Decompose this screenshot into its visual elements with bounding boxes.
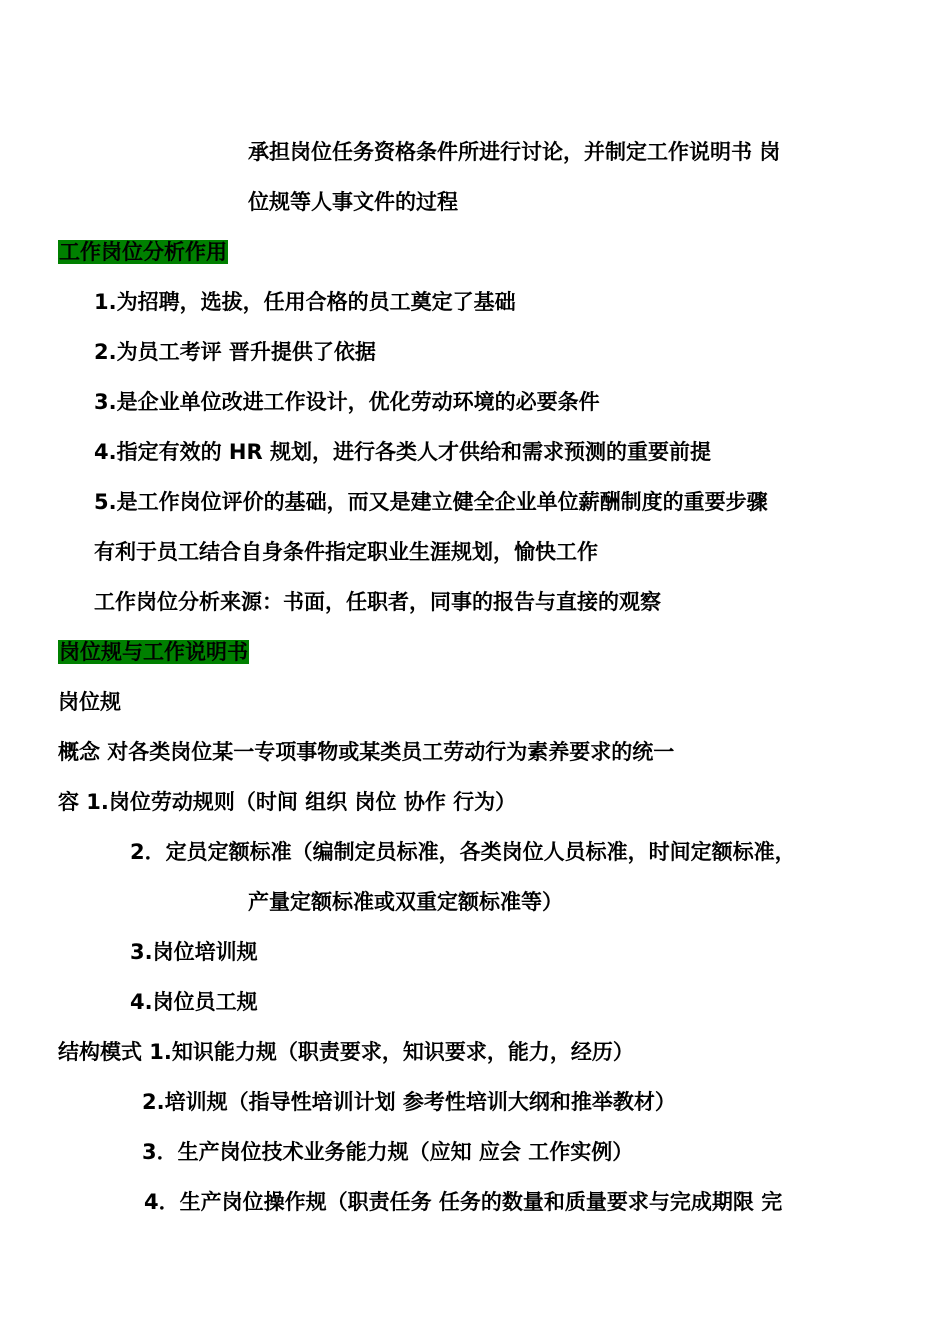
structure-item: 3．生产岗位技术业务能力规（应知 应会 工作实例） xyxy=(142,1140,634,1164)
list-item: 1.为招聘，选拔，任用合格的员工奠定了基础 xyxy=(94,290,516,314)
subheading-job-spec: 岗位规 xyxy=(58,690,121,714)
intro-line-2: 位规等人事文件的过程 xyxy=(248,190,458,214)
structure-item: 4．生产岗位操作规（职责任务 任务的数量和质量要求与完成期限 完 xyxy=(144,1190,783,1214)
list-item: 5.是工作岗位评价的基础，而又是建立健全企业单位薪酬制度的重要步骤 xyxy=(94,490,768,514)
structure-item: 结构模式 1.知识能力规（职责要求，知识要求，能力，经历） xyxy=(58,1040,634,1064)
list-item: 4.指定有效的 HR 规划，进行各类人才供给和需求预测的重要前提 xyxy=(94,440,711,464)
structure-item: 2.培训规（指导性培训计划 参考性培训大纲和推举教材） xyxy=(142,1090,676,1114)
list-item: 2.为员工考评 晋升提供了依据 xyxy=(94,340,376,364)
paragraph-career-planning: 有利于员工结合自身条件指定职业生涯规划，愉快工作 xyxy=(94,540,598,564)
section-heading-job-analysis-role xyxy=(58,238,228,266)
content-item: 2．定员定额标准（编制定员标准，各类岗位人员标准，时间定额标准， xyxy=(130,840,796,864)
paragraph-analysis-sources: 工作岗位分析来源：书面，任职者，同事的报告与直接的观察 xyxy=(94,590,661,614)
intro-line-1: 承担岗位任务资格条件所进行讨论，并制定工作说明书 岗 xyxy=(248,140,781,164)
list-item: 3.是企业单位改进工作设计，优化劳动环境的必要条件 xyxy=(94,390,600,414)
content-item: 容 1.岗位劳动规则（时间 组织 岗位 协作 行为） xyxy=(58,790,517,814)
concept-line: 概念 对各类岗位某一专项事物或某类员工劳动行为素养要求的统一 xyxy=(58,740,675,764)
content-item-continuation: 产量定额标准或双重定额标准等） xyxy=(248,890,563,914)
highlighted-heading-text: 岗位规与工作说明书 xyxy=(59,640,248,664)
content-item: 4.岗位员工规 xyxy=(130,990,258,1014)
section-heading-job-specs xyxy=(58,638,249,666)
content-item: 3.岗位培训规 xyxy=(130,940,258,964)
highlighted-heading-text: 工作岗位分析作用 xyxy=(59,240,227,264)
